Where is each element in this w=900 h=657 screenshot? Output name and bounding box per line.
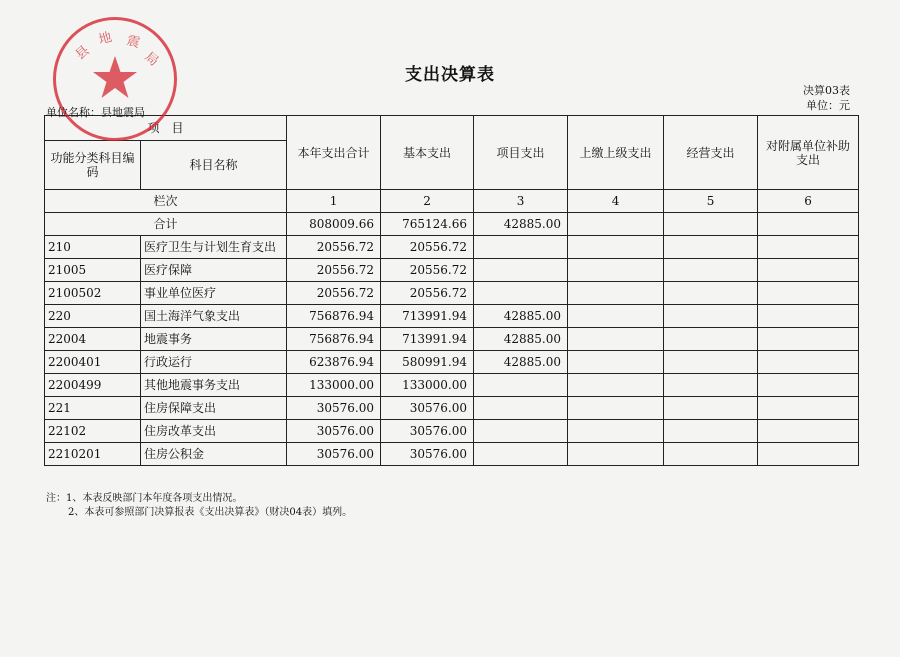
row-name: 住房改革支出 [141, 420, 287, 443]
row-name: 国土海洋气象支出 [141, 305, 287, 328]
row-basic: 30576.00 [381, 420, 474, 443]
empty-cell [758, 305, 859, 328]
row-total: 30576.00 [287, 397, 381, 420]
empty-cell [568, 374, 664, 397]
table-row [45, 351, 859, 374]
table-row [45, 259, 859, 282]
empty-cell [664, 420, 758, 443]
row-name: 住房保障支出 [141, 397, 287, 420]
empty-cell [568, 443, 664, 466]
row-project [474, 236, 568, 259]
header-project-expense: 项目支出 [474, 116, 568, 190]
empty-cell [568, 236, 664, 259]
row-code: 221 [45, 397, 141, 420]
row-name: 其他地震事务支出 [141, 374, 287, 397]
row-project [474, 374, 568, 397]
row-project [474, 443, 568, 466]
row-code: 210 [45, 236, 141, 259]
row-name: 行政运行 [141, 351, 287, 374]
empty-cell [568, 328, 664, 351]
row-total: 20556.72 [287, 282, 381, 305]
empty-cell [664, 259, 758, 282]
total-project: 42885.00 [474, 213, 568, 236]
table-row [45, 282, 859, 305]
empty-cell [664, 443, 758, 466]
table-row [45, 328, 859, 351]
empty-cell [758, 374, 859, 397]
empty-cell [568, 351, 664, 374]
row-basic: 580991.94 [381, 351, 474, 374]
row-basic: 713991.94 [381, 305, 474, 328]
expenditure-table [44, 115, 859, 466]
svg-text:局: 局 [141, 49, 162, 70]
empty-cell [568, 259, 664, 282]
row-total: 756876.94 [287, 305, 381, 328]
empty-cell [758, 236, 859, 259]
row-total: 756876.94 [287, 328, 381, 351]
table-row [45, 420, 859, 443]
organization-name: 单位名称：县地震局 [46, 106, 145, 119]
row-basic: 20556.72 [381, 259, 474, 282]
row-total: 20556.72 [287, 236, 381, 259]
row-code: 22004 [45, 328, 141, 351]
row-code: 21005 [45, 259, 141, 282]
unit-label: 单位：元 [806, 99, 850, 112]
row-index-label: 栏次 [45, 190, 287, 213]
footnotes [46, 492, 352, 520]
empty-cell [758, 351, 859, 374]
row-project [474, 397, 568, 420]
row-total: 30576.00 [287, 443, 381, 466]
table-row [45, 374, 859, 397]
empty-cell [664, 374, 758, 397]
row-project: 42885.00 [474, 305, 568, 328]
empty-cell [664, 305, 758, 328]
svg-text:震: 震 [124, 33, 142, 52]
empty-cell [568, 305, 664, 328]
row-name: 住房公积金 [141, 443, 287, 466]
row-basic: 20556.72 [381, 282, 474, 305]
row-name: 医疗卫生与计划生育支出 [141, 236, 287, 259]
table-row [45, 236, 859, 259]
row-basic: 30576.00 [381, 443, 474, 466]
row-total: 133000.00 [287, 374, 381, 397]
empty-cell [758, 397, 859, 420]
empty-cell [758, 259, 859, 282]
empty-cell [758, 328, 859, 351]
total-basic: 765124.66 [381, 213, 474, 236]
col-index: 1 [287, 190, 381, 213]
empty-cell [758, 282, 859, 305]
empty-cell [664, 282, 758, 305]
row-code: 2200401 [45, 351, 141, 374]
empty-cell [568, 282, 664, 305]
row-project [474, 420, 568, 443]
row-code: 2100502 [45, 282, 141, 305]
empty-cell [568, 213, 664, 236]
svg-text:地: 地 [97, 30, 114, 48]
empty-cell [664, 351, 758, 374]
row-total: 20556.72 [287, 259, 381, 282]
header-basic: 基本支出 [381, 116, 474, 190]
table-row [45, 443, 859, 466]
row-code: 22102 [45, 420, 141, 443]
header-code: 功能分类科目编码 [45, 141, 141, 190]
header-upper: 上缴上级支出 [568, 116, 664, 190]
row-name: 事业单位医疗 [141, 282, 287, 305]
header-subsidy: 对附属单位补助支出 [758, 116, 859, 190]
row-code: 2210201 [45, 443, 141, 466]
empty-cell [664, 397, 758, 420]
empty-cell [568, 420, 664, 443]
col-index: 2 [381, 190, 474, 213]
total-label: 合计 [45, 213, 287, 236]
row-project: 42885.00 [474, 328, 568, 351]
row-total: 30576.00 [287, 420, 381, 443]
row-basic: 20556.72 [381, 236, 474, 259]
header-project: 项 目 [45, 116, 287, 141]
empty-cell [664, 328, 758, 351]
row-basic: 713991.94 [381, 328, 474, 351]
header-total: 本年支出合计 [287, 116, 381, 190]
empty-cell [664, 236, 758, 259]
table-row [45, 305, 859, 328]
empty-cell [758, 213, 859, 236]
row-code: 2200499 [45, 374, 141, 397]
empty-cell [568, 397, 664, 420]
row-basic: 133000.00 [381, 374, 474, 397]
header-business: 经营支出 [664, 116, 758, 190]
row-name: 医疗保障 [141, 259, 287, 282]
header-name: 科目名称 [141, 141, 287, 190]
row-project [474, 259, 568, 282]
col-index: 6 [758, 190, 859, 213]
empty-cell [758, 420, 859, 443]
form-number: 决算03表 [803, 84, 850, 97]
empty-cell [664, 213, 758, 236]
row-basic: 30576.00 [381, 397, 474, 420]
row-code: 220 [45, 305, 141, 328]
table-row [45, 397, 859, 420]
col-index: 3 [474, 190, 568, 213]
footnote: 注：1、本表反映部门本年度各项支出情况。 [46, 493, 243, 504]
row-name: 地震事务 [141, 328, 287, 351]
row-total: 623876.94 [287, 351, 381, 374]
total-sum: 808009.66 [287, 213, 381, 236]
empty-cell [758, 443, 859, 466]
row-project [474, 282, 568, 305]
col-index: 4 [568, 190, 664, 213]
footnote: 2、本表可参照部门决算报表《支出决算表》（财决04表）填列。 [68, 507, 353, 518]
col-index: 5 [664, 190, 758, 213]
svg-text:县: 县 [72, 43, 93, 64]
page-title: 支出决算表 [405, 65, 495, 85]
row-project: 42885.00 [474, 351, 568, 374]
